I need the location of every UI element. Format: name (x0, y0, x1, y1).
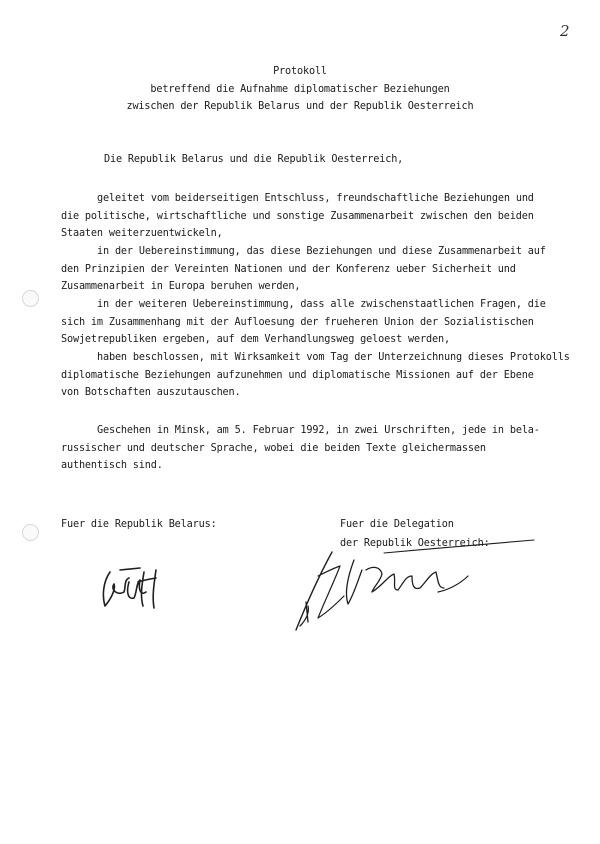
paragraph-4-line-1: haben beschlossen, mit Wirksamkeit vom Tag der Unterzeichnung dieses Protokolls (97, 352, 570, 363)
paragraph-4-line-2: diplomatische Beziehungen aufzunehmen und diplomatische Missionen auf der Ebene (61, 370, 534, 381)
paragraph-4-line-3: von Botschaften auszutauschen. (61, 387, 241, 398)
closing-line-1: Geschehen in Minsk, am 5. Februar 1992, in zwei Urschriften, jede in bela- (97, 425, 540, 436)
paragraph-3-line-3: Sowjetrepubliken ergeben, auf dem Verhandlungsweg geloest werden, (61, 334, 450, 345)
signatory-belarus-label: Fuer die Republik Belarus: (61, 519, 217, 530)
page-number: 2 (560, 22, 570, 40)
signatory-austria-label-line-2: der Republik Oesterreich: (340, 538, 490, 549)
punch-hole-top (22, 290, 39, 307)
paragraph-3-line-2: sich im Zusammenhang mit der Aufloesung der frueheren Union der Sozialistischen (61, 317, 534, 328)
signature-austria (288, 536, 538, 632)
heading-line-2: betreffend die Aufnahme diplomatischer Beziehungen (150, 84, 450, 95)
paragraph-3-line-1: in der weiteren Uebereinstimmung, dass alle zwischenstaatlichen Fragen, die (97, 299, 546, 310)
paragraph-2-line-1: in der Uebereinstimmung, das diese Beziehungen und diese Zusammenarbeit auf (97, 246, 546, 257)
heading-line-3: zwischen der Republik Belarus und der Republik Oesterreich (126, 101, 474, 112)
parties-line: Die Republik Belarus und die Republik Oesterreich, (104, 154, 404, 165)
closing-line-3: authentisch sind. (61, 460, 163, 471)
paragraph-2-line-2: den Prinzipien der Vereinten Nationen und der Konferenz ueber Sicherheit und (61, 264, 516, 275)
paragraph-1-line-3: Staaten weiterzuentwickeln, (61, 228, 223, 239)
paragraph-1-line-2: die politische, wirtschaftliche und sonstige Zusammenarbeit zwischen den beiden (61, 211, 534, 222)
paragraph-2-line-3: Zusammenarbeit in Europa beruhen werden, (61, 281, 301, 292)
closing-line-2: russischer und deutscher Sprache, wobei die beiden Texte gleichermassen (61, 443, 486, 454)
punch-hole-bottom (22, 524, 39, 541)
signature-belarus (96, 562, 166, 612)
signatory-austria-label-line-1: Fuer die Delegation (340, 519, 454, 530)
paragraph-1-line-1: geleitet vom beiderseitigen Entschluss, freundschaftliche Beziehungen und (97, 193, 534, 204)
document-title: Protokoll (273, 66, 327, 77)
